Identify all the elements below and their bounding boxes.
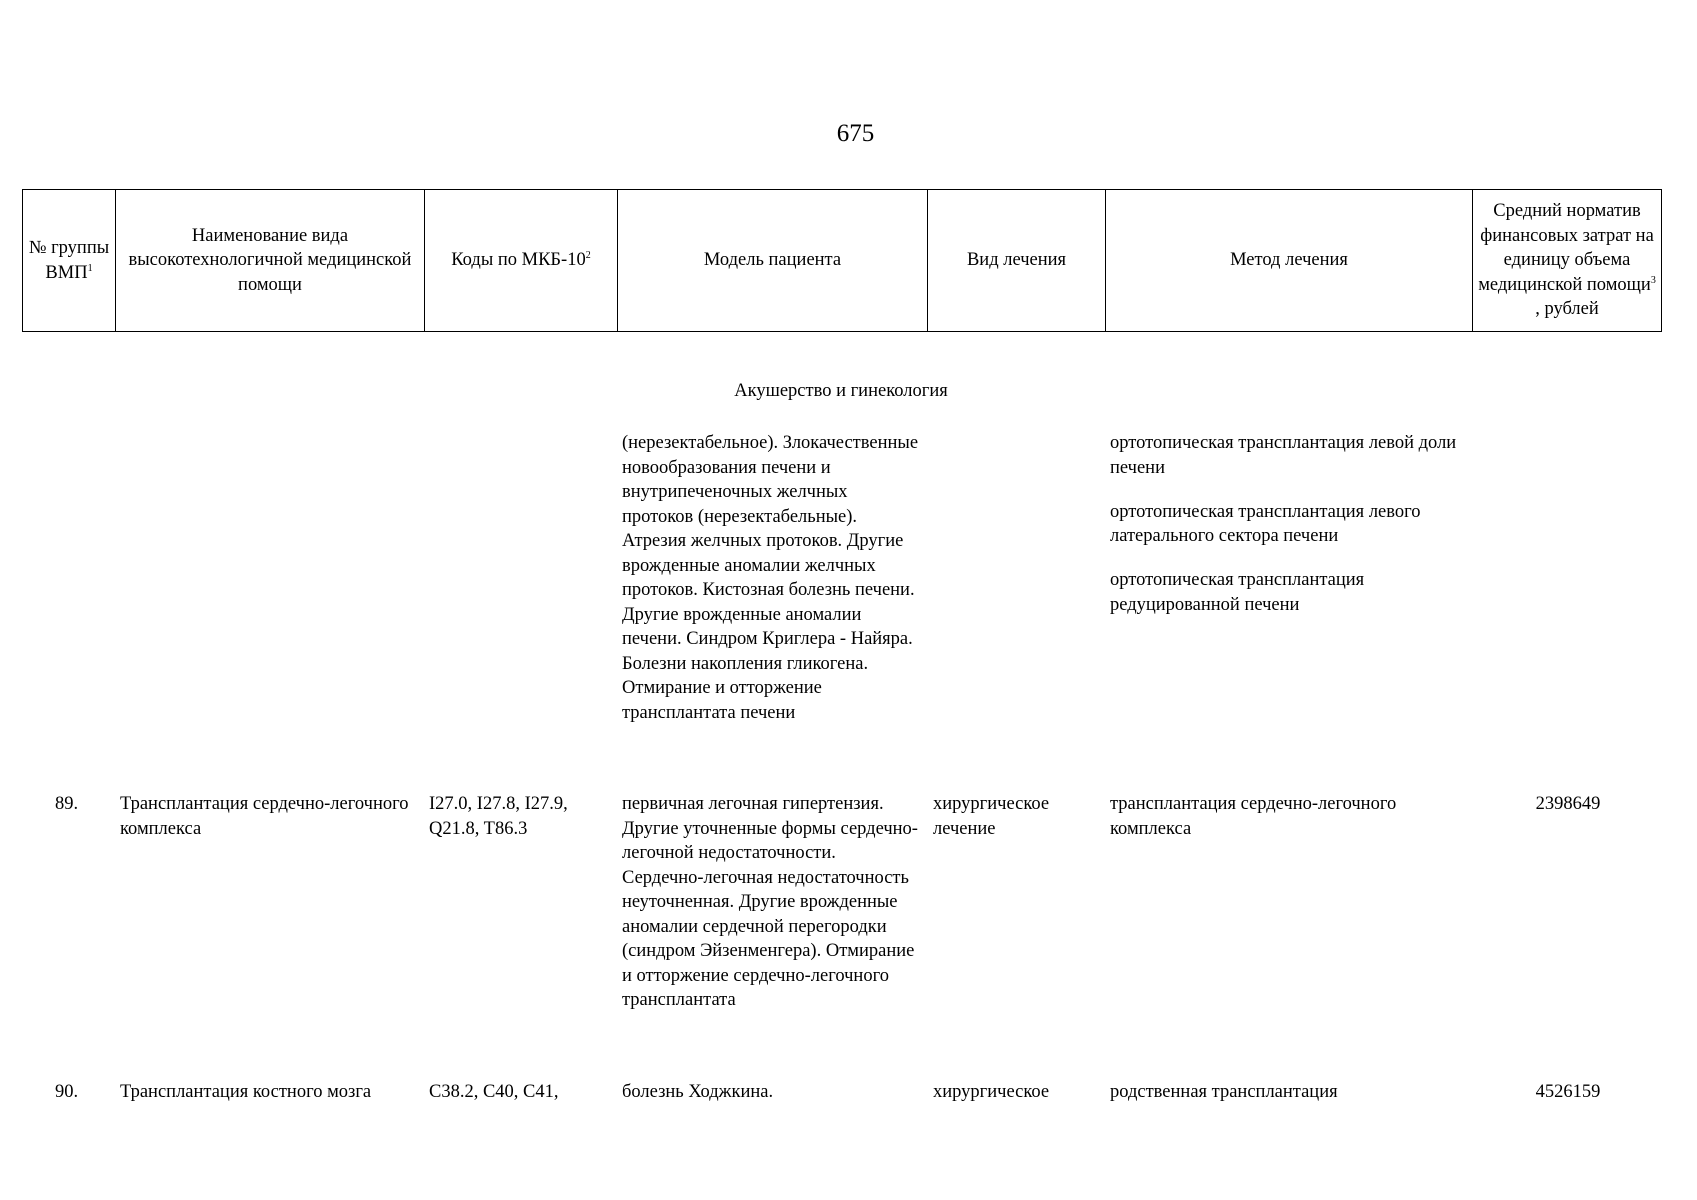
row-treatment-type: хирургическое — [933, 1082, 1050, 1102]
header-col-name: Наименование вида высокотехнологичной медицинской помощи — [116, 190, 425, 332]
row-number: 90. — [55, 1082, 79, 1102]
method-item: ортотопическая трансплантация редуцированной печени — [1110, 570, 1365, 615]
section-title: Акушерство и гинекология — [734, 381, 948, 401]
row-cost: 2398649 — [1535, 794, 1601, 814]
row-treatment-method: родственная трансплантация — [1110, 1082, 1338, 1102]
header-col-treatment-method: Метод лечения — [1106, 190, 1473, 332]
row-patient-model: первичная легочная гипертензия. Другие уточненные формы сердечно- легочной недостаточности. Сердечно-легочная недостаточность неуточненная. Другие врожденные аномалии сердечной перегородки (синдром Эйзенменгера). Отмирание и отторжение сердечно-легочного трансплантата — [622, 794, 918, 1010]
header-col-treatment-type: Вид лечения — [928, 190, 1106, 332]
header-col-icd-codes: Коды по МКБ-$10^2$ — [425, 190, 618, 332]
row-name: Трансплантация сердечно-легочного комплекса — [120, 794, 409, 839]
continuation-methods — [1110, 431, 1465, 637]
row-treatment-method: трансплантация сердечно-легочного комплекса — [1110, 794, 1397, 839]
continuation-patient-model: (нерезектабельное). Злокачественные новообразования печени и внутрипеченочных желчных протоков (нерезектабельные). Атрезия желчных протоков. Другие врожденные аномалии желчных протоков. Кистозная болезнь печени. Другие врожденные аномалии печени. Синдром Криглера - Найяра. Болезни накопления гликогена. Отмирание и отторжение трансплантата печени — [622, 433, 919, 723]
row-cost: 4526159 — [1535, 1082, 1601, 1102]
row-icd-codes: I27.0, I27.8, I27.9, Q21.8, T86.3 — [429, 794, 568, 839]
table-header — [22, 189, 1662, 332]
row-number: 89. — [55, 794, 79, 814]
header-col-cost: Средний норматив финансовых затрат на единицу объема медицинской помощи$^3$ , рублей — [1473, 190, 1662, 332]
row-name: Трансплантация костного мозга — [120, 1082, 372, 1102]
row-icd-codes: C38.2, C40, C41, — [429, 1082, 559, 1102]
page-number: 675 — [836, 120, 875, 147]
header-col-patient-model: Модель пациента — [618, 190, 928, 332]
method-item: ортотопическая трансплантация левого латерального сектора печени — [1110, 501, 1421, 546]
row-patient-model: болезнь Ходжкина. — [622, 1082, 774, 1102]
header-col-group-number: № группы ВМП$^1$ — [23, 190, 116, 332]
method-item: ортотопическая трансплантация левой доли печени — [1110, 433, 1457, 478]
row-treatment-type: хирургическое лечение — [933, 794, 1050, 839]
